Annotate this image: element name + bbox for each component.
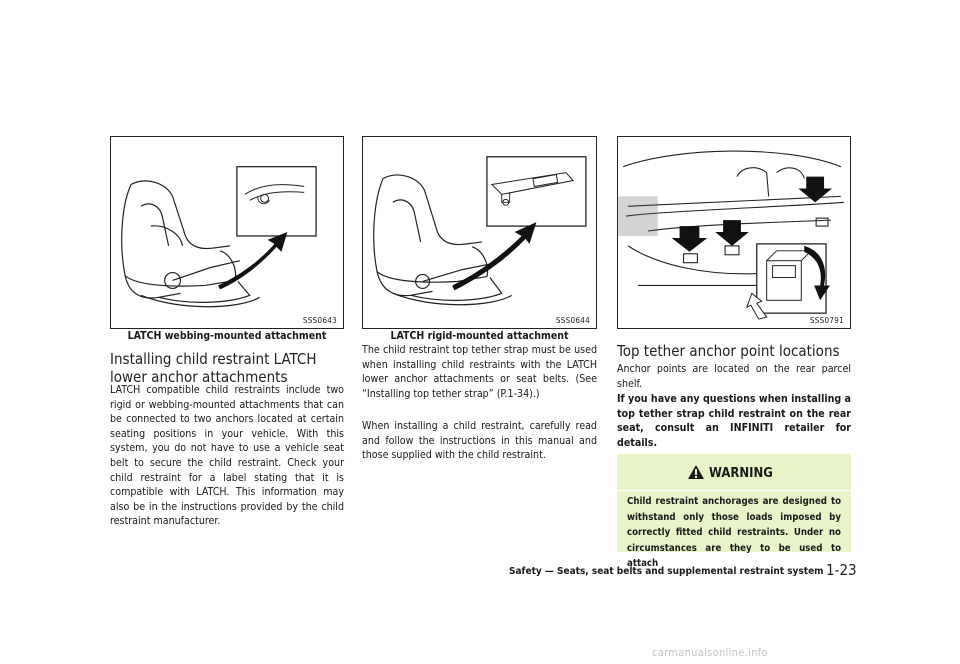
section-heading-tether: Top tether anchor point locations — [617, 342, 840, 360]
figure-tether-anchors — [617, 136, 851, 329]
illustration-parcel-shelf — [618, 137, 850, 328]
warning-label: WARNING — [709, 466, 773, 481]
body-paragraph: LATCH compatible child restraints include two rigid or webbing-mounted attachments that can be connected to two anchors located at certain seating positions in your vehicle. With this system, you do not have to use a vehicle seat belt to secure the child restraint. Check your child restraint for a label stating that it is compatible with LATCH. This information may also be in the instructions provided by the child restraint manufacturer. — [110, 384, 344, 528]
body-paragraph: Anchor points are located on the rear parcel shelf. — [617, 363, 851, 390]
figure-code: SSS0791 — [809, 316, 844, 325]
watermark: carmanualsonline.info — [652, 646, 768, 659]
section-heading-latch — [110, 350, 317, 386]
figure-code: SSS0644 — [555, 316, 590, 325]
warning-box — [617, 454, 851, 569]
body-paragraph: When installing a child restraint, carefully read and follow the instructions in this manual and those supplied with the child restraint. — [362, 420, 597, 462]
figure-caption: LATCH webbing-mounted attachment — [127, 330, 327, 342]
footer-section-title: Safety — Seats, seat belts and supplemental restraint system — [509, 566, 824, 577]
page-number: 1-23 — [826, 561, 857, 579]
illustration-child-seat-rigid — [363, 137, 596, 328]
body-paragraph-bold: If you have any questions when installing a top tether strap child restraint on the rear seat, consult an INFINITI retailer for details. — [617, 393, 851, 449]
body-paragraph: The child restraint top tether strap must be used when installing child restraints with the LATCH lower anchor attachments or seat belts. (See “Installing top tether strap” (P.1-34).) — [362, 344, 597, 400]
warning-divider — [617, 490, 851, 491]
warning-text: Child restraint anchorages are designed to withstand only those loads imposed by correctly fitted child restraints. Under no circumstances are they to be used to attach — [627, 496, 841, 569]
illustration-child-seat-webbing — [111, 137, 343, 328]
figure-latch-rigid — [362, 136, 597, 329]
heading-line: Installing child restraint LATCH — [110, 350, 317, 368]
warning-icon — [687, 464, 705, 480]
figure-caption: LATCH rigid-mounted attachment — [390, 330, 569, 342]
figure-code: SSS0643 — [302, 316, 337, 325]
figure-latch-webbing — [110, 136, 344, 329]
heading-line: lower anchor attachments — [110, 368, 288, 386]
